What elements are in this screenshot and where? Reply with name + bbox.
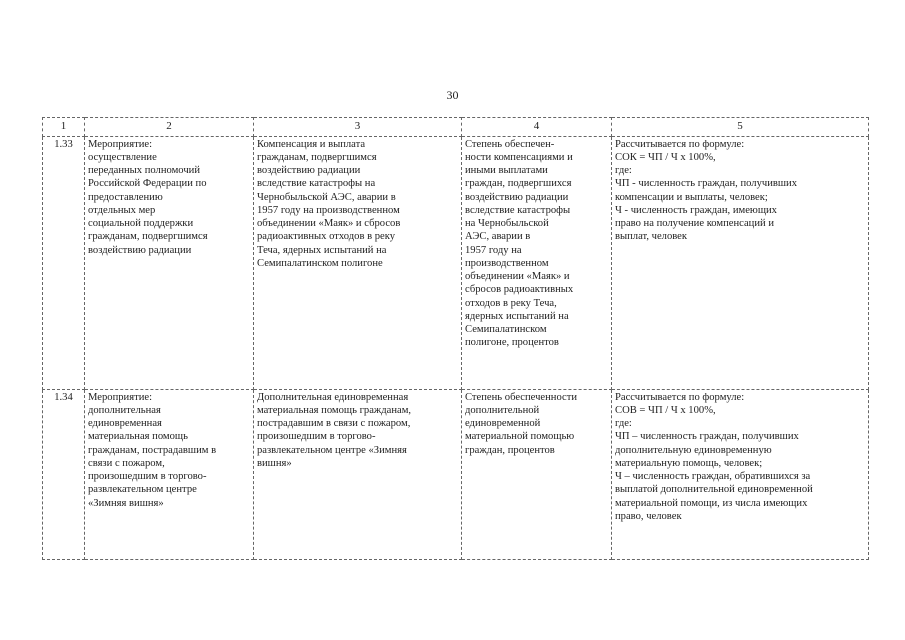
indicator-cell: Степень обеспечен- ности компенсациями и иными выплатами граждан, подвергшихся воздействию радиации вследствие катастрофы на Чернобыльской АЭС, аварии в 1957 году на производственном объединении «Маяк» и сбросов радиоактивных отходов в реку Теча, ядерных испытаний на Семипалатинском полигоне, процентов — [462, 136, 612, 389]
measure-cell: Мероприятие: дополнительная единовременная материальная помощь гражданам, пострадавшим в связи с пожаром, произошедшим в торгово- развлекательном центре «Зимняя вишня» — [85, 389, 254, 559]
description-cell: Компенсация и выплата гражданам, подвергшимся воздействию радиации вследствие катастрофы на Чернобыльской АЭС, аварии в 1957 году на производственном объединении «Маяк» и сбросов радиоактивных отходов в реку Теча, ядерных испытаний на Семипалатинском полигоне — [254, 136, 462, 389]
column-header-2: 2 — [85, 118, 254, 137]
column-header-3: 3 — [254, 118, 462, 137]
column-header-5: 5 — [612, 118, 869, 137]
indicator-table — [42, 117, 869, 560]
table-row — [43, 136, 869, 389]
formula-cell: Рассчитывается по формуле: СОВ = ЧП / Ч х 100%, где: ЧП – численность граждан, получивших дополнительную единовременную материальную помощь, человек; Ч – численность граждан, обратившихся за выплатой дополнительной единовременной материальной помощи, из числа имеющих право, человек — [612, 389, 869, 559]
column-header-4: 4 — [462, 118, 612, 137]
row-number: 1.34 — [43, 389, 85, 559]
description-cell: Дополнительная единовременная материальная помощь гражданам, пострадавшим в связи с пожаром, произошедшим в торгово- развлекательном центре «Зимняя вишня» — [254, 389, 462, 559]
page-number: 30 — [446, 88, 459, 102]
table-row — [43, 389, 869, 559]
row-number: 1.33 — [43, 136, 85, 389]
indicator-cell: Степень обеспеченности дополнительной единовременной материальной помощью граждан, процентов — [462, 389, 612, 559]
formula-cell: Рассчитывается по формуле: СОК = ЧП / Ч х 100%, где: ЧП - численность граждан, получивших компенсации и выплаты, человек; Ч - численность граждан, имеющих право на получение компенсаций и выплат, человек — [612, 136, 869, 389]
column-header-1: 1 — [43, 118, 85, 137]
header-row — [43, 118, 869, 137]
measure-cell: Мероприятие: осуществление переданных полномочий Российской Федерации по предоставлению отдельных мер социальной поддержки гражданам, подвергшимся воздействию радиации — [85, 136, 254, 389]
